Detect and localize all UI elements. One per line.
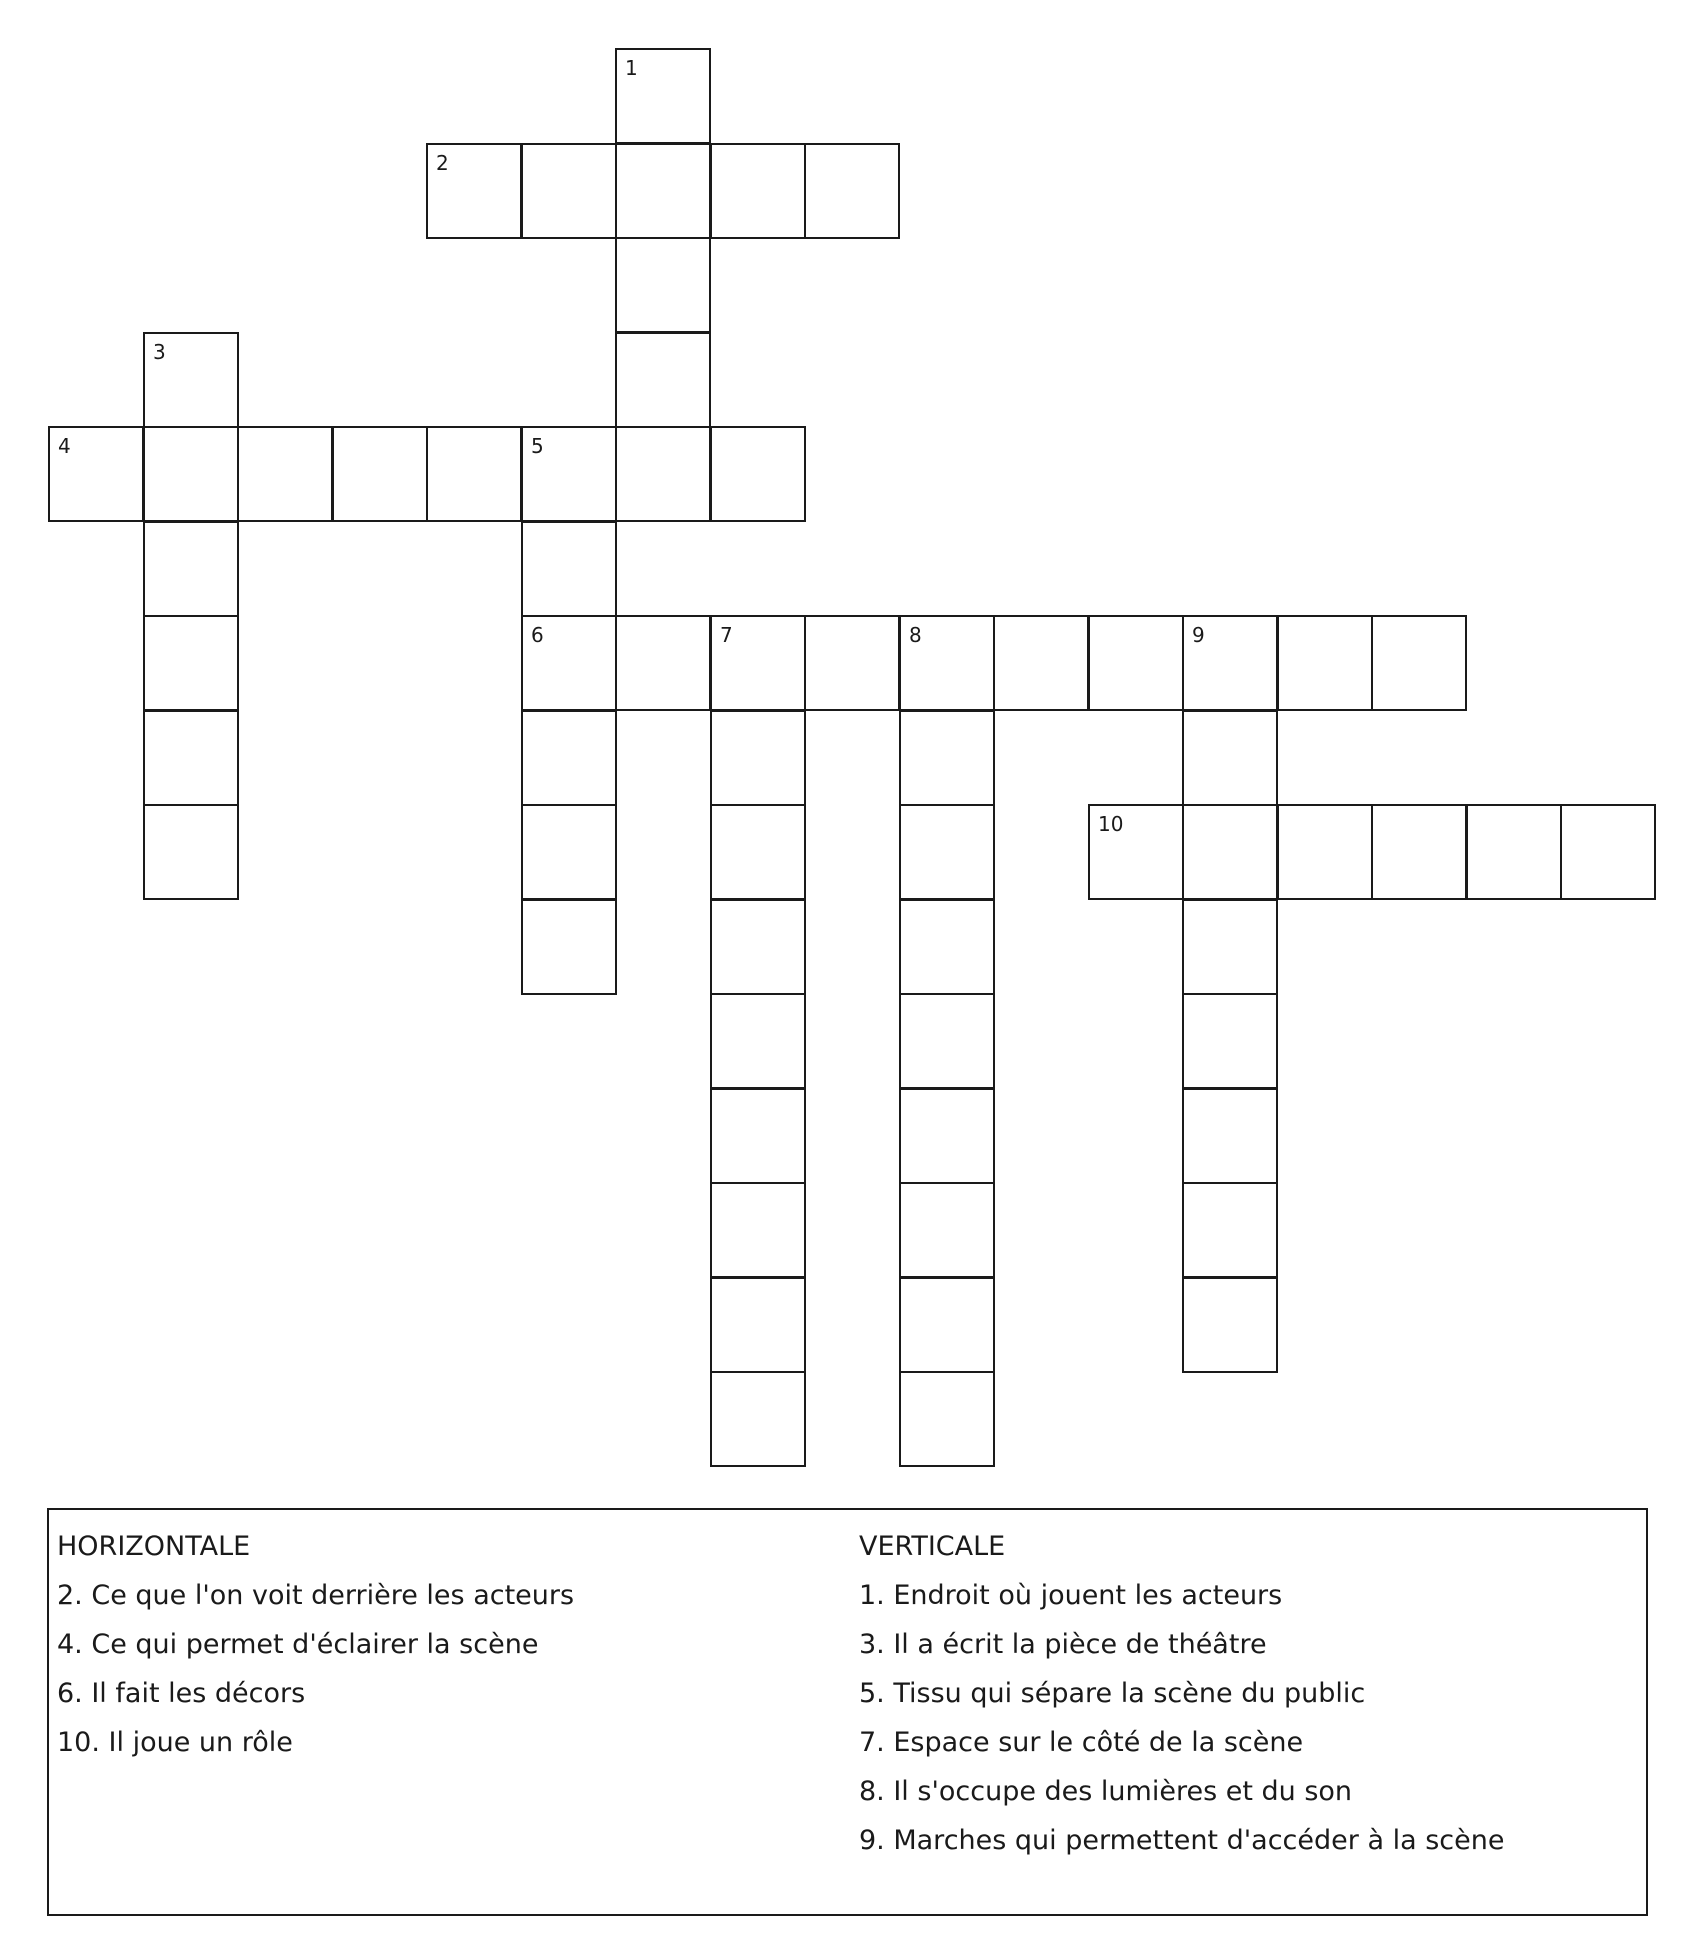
cell-number: 10 bbox=[1098, 812, 1124, 836]
grid-cell[interactable] bbox=[1182, 1088, 1278, 1184]
grid-cell[interactable] bbox=[804, 615, 900, 711]
grid-cell[interactable] bbox=[1371, 615, 1467, 711]
clues-across-heading: HORIZONTALE bbox=[57, 1531, 251, 1562]
cell-number: 6 bbox=[531, 623, 544, 647]
grid-cell[interactable] bbox=[1182, 993, 1278, 1089]
grid-cell[interactable] bbox=[1277, 804, 1373, 900]
grid-cell[interactable] bbox=[1371, 804, 1467, 900]
clues-down-heading: VERTICALE bbox=[859, 1531, 1006, 1562]
grid-cell[interactable] bbox=[899, 993, 995, 1089]
cell-number: 8 bbox=[909, 623, 922, 647]
cell-number: 4 bbox=[58, 434, 71, 458]
cell-number: 2 bbox=[436, 151, 449, 175]
grid-cell[interactable] bbox=[615, 237, 711, 333]
clue-down-8: 8. Il s'occupe des lumières et du son bbox=[859, 1776, 1353, 1807]
grid-cell[interactable] bbox=[48, 426, 144, 522]
clues-box bbox=[47, 1508, 1648, 1916]
clues-across bbox=[57, 1522, 574, 1767]
grid-cell[interactable] bbox=[899, 1182, 995, 1278]
grid-cell[interactable] bbox=[804, 143, 900, 239]
grid-cell[interactable] bbox=[1182, 1182, 1278, 1278]
grid-cell[interactable] bbox=[1560, 804, 1656, 900]
grid-cell[interactable] bbox=[521, 521, 617, 617]
grid-cell[interactable] bbox=[143, 615, 239, 711]
grid-cell[interactable] bbox=[1088, 804, 1184, 900]
cell-number: 1 bbox=[625, 56, 638, 80]
grid-cell[interactable] bbox=[332, 426, 428, 522]
clue-down-1: 1. Endroit où jouent les acteurs bbox=[859, 1580, 1283, 1611]
clue-across-2: 2. Ce que l'on voit derrière les acteurs bbox=[57, 1580, 575, 1611]
grid-cell[interactable] bbox=[899, 1088, 995, 1184]
grid-cell[interactable] bbox=[1182, 710, 1278, 806]
grid-cell[interactable] bbox=[1088, 615, 1184, 711]
grid-cell[interactable] bbox=[899, 1277, 995, 1373]
clues-down bbox=[859, 1522, 1504, 1865]
grid-cell[interactable] bbox=[710, 899, 806, 995]
grid-cell[interactable] bbox=[710, 804, 806, 900]
grid-cell[interactable] bbox=[1466, 804, 1562, 900]
grid-cell[interactable] bbox=[1182, 1277, 1278, 1373]
grid-cell[interactable] bbox=[615, 332, 711, 428]
grid-cell[interactable] bbox=[143, 521, 239, 617]
cell-number: 5 bbox=[531, 434, 544, 458]
grid-cell[interactable] bbox=[615, 426, 711, 522]
grid-cell[interactable] bbox=[426, 143, 522, 239]
grid-cell[interactable] bbox=[143, 710, 239, 806]
grid-cell[interactable] bbox=[615, 615, 711, 711]
grid-cell[interactable] bbox=[710, 1277, 806, 1373]
grid-cell[interactable] bbox=[143, 426, 239, 522]
grid-cell[interactable] bbox=[521, 899, 617, 995]
grid-cell[interactable] bbox=[899, 804, 995, 900]
grid-cell[interactable] bbox=[899, 1371, 995, 1467]
grid-cell[interactable] bbox=[710, 993, 806, 1089]
grid-cell[interactable] bbox=[237, 426, 333, 522]
grid-cell[interactable] bbox=[710, 426, 806, 522]
grid-cell[interactable] bbox=[615, 48, 711, 144]
grid-cell[interactable] bbox=[899, 615, 995, 711]
grid-cell[interactable] bbox=[710, 143, 806, 239]
grid-cell[interactable] bbox=[710, 1088, 806, 1184]
clue-down-9: 9. Marches qui permettent d'accéder à la scène bbox=[859, 1825, 1505, 1856]
grid-cell[interactable] bbox=[143, 804, 239, 900]
grid-cell[interactable] bbox=[143, 332, 239, 428]
grid-cell[interactable] bbox=[1182, 804, 1278, 900]
grid-cell[interactable] bbox=[899, 899, 995, 995]
cell-number: 7 bbox=[720, 623, 733, 647]
clue-down-5: 5. Tissu qui sépare la scène du public bbox=[859, 1678, 1366, 1709]
clue-across-6: 6. Il fait les décors bbox=[57, 1678, 306, 1709]
grid-cell[interactable] bbox=[899, 710, 995, 806]
clue-across-4: 4. Ce qui permet d'éclairer la scène bbox=[57, 1629, 539, 1660]
cell-number: 3 bbox=[153, 340, 166, 364]
grid-cell[interactable] bbox=[521, 426, 617, 522]
clue-across-10: 10. Il joue un rôle bbox=[57, 1727, 293, 1758]
clue-down-7: 7. Espace sur le côté de la scène bbox=[859, 1727, 1304, 1758]
grid-cell[interactable] bbox=[521, 615, 617, 711]
clue-down-3: 3. Il a écrit la pièce de théâtre bbox=[859, 1629, 1267, 1660]
grid-cell[interactable] bbox=[710, 710, 806, 806]
grid-cell[interactable] bbox=[521, 143, 617, 239]
cell-number: 9 bbox=[1192, 623, 1205, 647]
grid-cell[interactable] bbox=[521, 804, 617, 900]
grid-cell[interactable] bbox=[615, 143, 711, 239]
grid-cell[interactable] bbox=[993, 615, 1089, 711]
grid-cell[interactable] bbox=[521, 710, 617, 806]
grid-cell[interactable] bbox=[1277, 615, 1373, 711]
grid-cell[interactable] bbox=[710, 1182, 806, 1278]
grid-cell[interactable] bbox=[1182, 899, 1278, 995]
grid-cell[interactable] bbox=[426, 426, 522, 522]
grid-cell[interactable] bbox=[1182, 615, 1278, 711]
grid-cell[interactable] bbox=[710, 1371, 806, 1467]
grid-cell[interactable] bbox=[710, 615, 806, 711]
